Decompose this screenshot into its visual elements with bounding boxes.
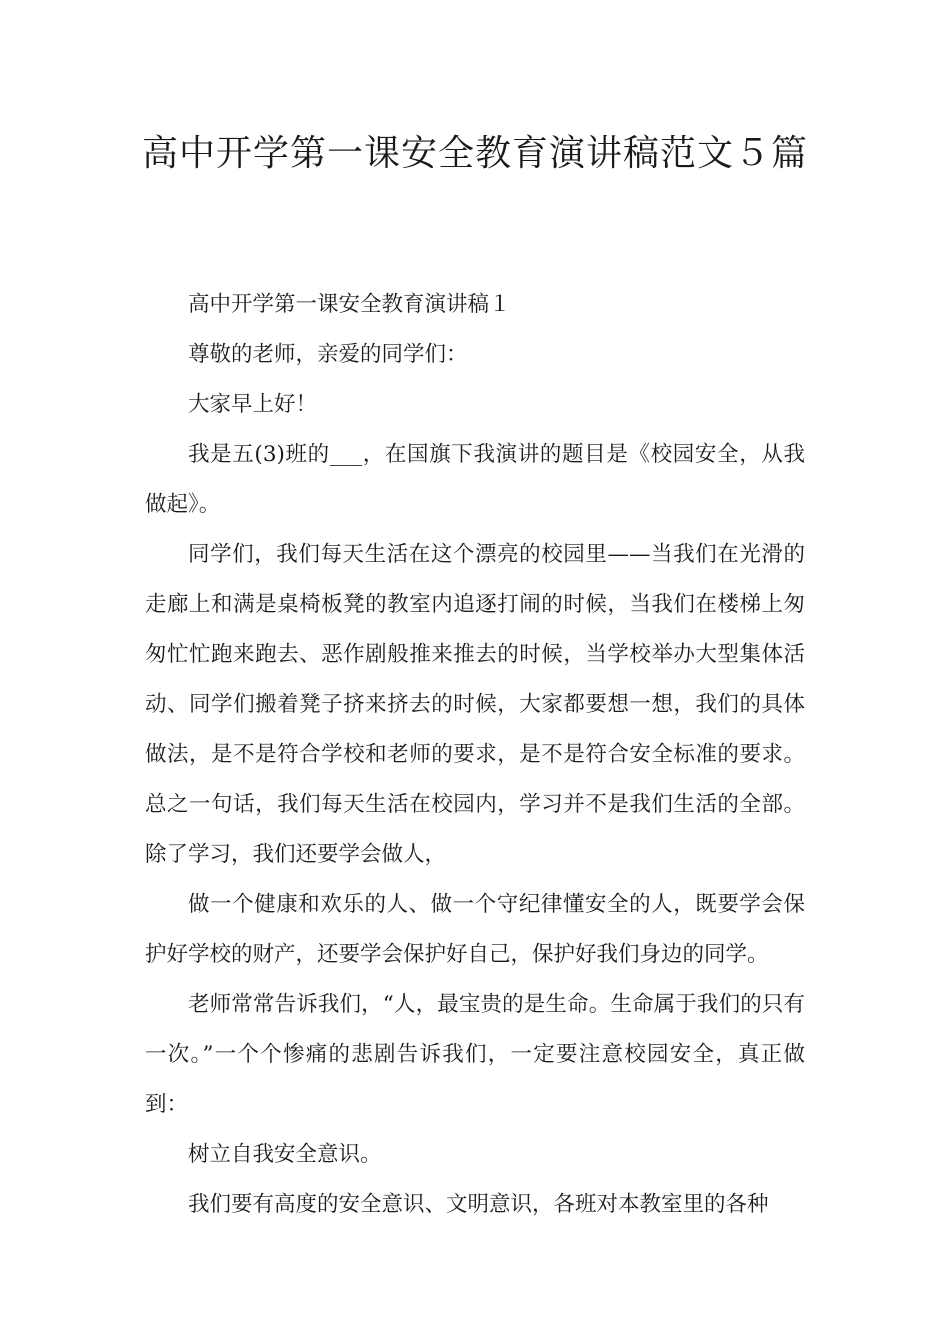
paragraph-salutation: 尊敬的老师，亲爱的同学们：	[188, 342, 468, 367]
paragraph-section-heading: 高中开学第一课安全教育演讲稿１	[188, 292, 511, 317]
document-body	[145, 280, 805, 1230]
paragraph-body-2: 做一个健康和欢乐的人、做一个守纪律懂安全的人，既要学会保护好学校的财产，还要学会保护好自己，保护好我们身边的同学。	[145, 892, 805, 967]
paragraph-body-1: 同学们，我们每天生活在这个漂亮的校园里——当我们在光滑的走廊上和满是桌椅板凳的教室内追逐打闹的时候，当我们在楼梯上匆匆忙忙跑来跑去、恶作剧般推来推去的时候，当学校举办大型集体活动、同学们搬着凳子挤来挤去的时候，大家都要想一想，我们的具体做法，是不是符合学校和老师的要求，是不是符合安全标准的要求。总之一句话，我们每天生活在校园内，学习并不是我们生活的全部。除了学习，我们还要学会做人，	[145, 542, 805, 867]
paragraph-introduction: 我是五(3)班的___，在国旗下我演讲的题目是《校园安全，从我做起》。	[145, 442, 805, 517]
paragraph-body-3: 老师常常告诉我们，“人，最宝贵的是生命。生命属于我们的只有一次。”一个个惨痛的悲剧告诉我们，一定要注意校园安全，真正做到：	[145, 992, 805, 1117]
paragraph-greeting: 大家早上好！	[188, 392, 318, 417]
paragraph-point-heading: 树立自我安全意识。	[188, 1142, 382, 1167]
paragraph-body-4: 我们要有高度的安全意识、文明意识，各班对本教室里的各种	[188, 1192, 769, 1217]
document-title: 高中开学第一课安全教育演讲稿范文５篇	[141, 133, 808, 174]
